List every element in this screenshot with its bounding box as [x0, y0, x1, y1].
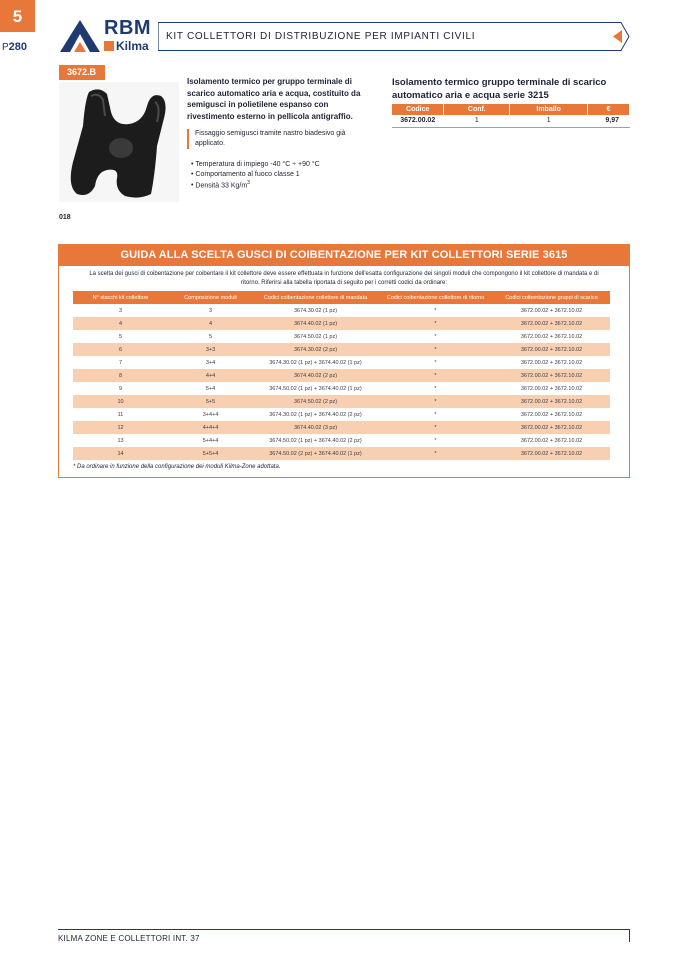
table-row [73, 421, 610, 434]
table-cell: * [378, 343, 493, 356]
table-cell: 3672.00.02 + 3672.10.02 [493, 421, 610, 434]
price-header-cell: Conf. [444, 104, 510, 115]
guide-header-row [73, 291, 610, 304]
table-cell: 3672.00.02 + 3672.10.02 [493, 447, 610, 460]
table-cell: 3672.00.02 + 3672.10.02 [520, 333, 583, 340]
guide-header-cell: Codici coibentazione gruppi di scarico [493, 291, 610, 304]
table-cell: 5 [208, 333, 213, 340]
page-prefix: P [2, 42, 9, 53]
table-cell: 5+4 [205, 385, 216, 392]
spec-item [191, 179, 320, 191]
spec-item: • Comportamento al fuoco classe 1 [191, 170, 320, 180]
kilma-mark-icon [104, 41, 114, 51]
table-cell: 3674.50.02 (1 pz) [293, 333, 338, 340]
product-code-badge: 3672.B [59, 65, 105, 80]
table-cell: 3674.30.02 (2 pz) [253, 343, 378, 356]
table-row [73, 382, 610, 395]
table-cell: 3672.00.02 + 3672.10.02 [493, 343, 610, 356]
spec-list [191, 160, 320, 191]
table-cell: 10 [73, 395, 168, 408]
table-row [73, 356, 610, 369]
table-cell: 12 [73, 421, 168, 434]
price-header-cell: Codice [392, 104, 444, 115]
table-row [73, 395, 610, 408]
guide-header-cell: Codici coibentazione collettore di ritorno [378, 291, 493, 304]
table-row [73, 304, 610, 317]
table-cell: 3672.00.02 + 3672.10.02 [493, 369, 610, 382]
product-photo [59, 82, 179, 202]
small-code: 018 [59, 214, 71, 221]
table-cell: * [378, 421, 493, 434]
guide-title: GUIDA ALLA SCELTA GUSCI DI COIBENTAZIONE PER KIT COLLETTORI SERIE 3615 [59, 245, 629, 266]
table-cell: 14 [73, 447, 168, 460]
product-note: Fissaggio semigusci tramite nastro biadesivo già applicato. [187, 129, 377, 149]
table-cell: 3674.30.02 (1 pz) + 3674.40.02 (1 pz) [269, 359, 362, 366]
brand-kilma [104, 39, 149, 53]
table-cell: 5+4+4 [202, 437, 219, 444]
table-cell: 3672.00.02 + 3672.10.02 [520, 411, 583, 418]
table-cell: 5+5+4 [168, 447, 253, 460]
table-cell: 9 [118, 385, 123, 392]
spec-density: Densità 33 Kg/m [195, 182, 248, 190]
table-cell: 4 [73, 317, 168, 330]
price-row [392, 115, 630, 127]
footer-text: KILMA ZONE E COLLETTORI INT. 37 [58, 934, 200, 943]
table-row [73, 447, 610, 460]
table-cell: 3674.50.02 (2 pz) + 3674.40.02 (1 pz) [253, 447, 378, 460]
table-cell: 3672.00.02 + 3672.10.02 [520, 385, 583, 392]
table-cell: * [434, 411, 437, 418]
table-cell: 3672.00.02 + 3672.10.02 [520, 307, 583, 314]
table-cell: 3+4 [205, 359, 216, 366]
page-number [2, 41, 27, 53]
guide-body [73, 304, 610, 460]
price-header-cell: € [588, 104, 630, 115]
price-imballo: 1 [510, 115, 588, 127]
table-row [73, 330, 610, 343]
guide-header-cell: Composizione moduli [168, 291, 253, 304]
table-cell: 3674.50.02 (2 pz) [253, 395, 378, 408]
rbm-logo-icon [58, 18, 104, 54]
price-header-row [392, 104, 630, 115]
guide-footnote: * Da ordinare in funzione della configurazione dei moduli Kilma-Zone adottata. [73, 464, 281, 470]
section-tab: 5 [0, 0, 35, 32]
table-cell: 4+4 [168, 369, 253, 382]
table-row [73, 369, 610, 382]
table-row [73, 408, 610, 421]
brand-rbm: RBM [104, 17, 152, 39]
table-cell: * [378, 395, 493, 408]
table-cell: 13 [117, 437, 124, 444]
spec-item: • Temperatura di impiego -40 °C ÷ +90 °C [191, 160, 320, 170]
table-cell: * [378, 317, 493, 330]
table-cell: 3674.30.02 (1 pz) + 3674.40.02 (2 pz) [269, 411, 362, 418]
table-cell: * [378, 447, 493, 460]
table-cell: * [434, 359, 437, 366]
table-cell: 3674.40.02 (3 pz) [253, 421, 378, 434]
table-row [73, 317, 610, 330]
table-cell: 5+5 [168, 395, 253, 408]
table-cell: 11 [117, 411, 124, 418]
table-row [73, 434, 610, 447]
table-cell: 3672.00.02 + 3672.10.02 [493, 317, 610, 330]
table-cell: 5 [118, 333, 123, 340]
price-table [392, 104, 630, 128]
table-cell: * [434, 437, 437, 444]
table-cell: 8 [73, 369, 168, 382]
guide-header-cell: Codici coibentazione collettore di mandata [253, 291, 378, 304]
table-cell: 3674.40.02 (2 pz) [253, 369, 378, 382]
table-cell: * [434, 307, 437, 314]
product-description: Isolamento termico per gruppo terminale di scarico automatico aria e acqua, costituito da semigusci in polietilene espanso con rivestimento esterno in pellicola antigraffio. [187, 77, 361, 121]
price-value: 9,97 [588, 115, 630, 127]
table-cell: 3 [118, 307, 123, 314]
table-cell: 3672.00.02 + 3672.10.02 [520, 359, 583, 366]
page-number-value: 280 [8, 41, 28, 53]
table-cell: 6 [73, 343, 168, 356]
table-cell: 3674.40.02 (1 pz) [253, 317, 378, 330]
density-exponent: 3 [247, 180, 250, 186]
table-cell: 4 [168, 317, 253, 330]
price-code: 3672.00.02 [392, 115, 444, 127]
table-cell: 3672.00.02 + 3672.10.02 [520, 437, 583, 444]
table-row [73, 343, 610, 356]
table-cell: 3+4+4 [202, 411, 219, 418]
table-cell: 3674.30.02 (1 pz) [293, 307, 338, 314]
brand-kilma-text: Kilma [116, 39, 149, 53]
guide-header-cell: N° stacchi kit collettore [73, 291, 168, 304]
price-header-cell: Imballo [510, 104, 588, 115]
table-cell: 4+4+4 [168, 421, 253, 434]
guide-intro: La scelta dei gusci di coibentazione per coibentare il kit collettore deve essere effettuata in funzione dell'esatta configurazione dei singoli moduli che compongono il kit collettore di mandata e di ritorno. Riferirsi alla tabella riportata di seguito per i corretti codici da ordinare: [89, 271, 599, 286]
table-cell: 3 [208, 307, 213, 314]
header-title: KIT COLLETTORI DI DISTRIBUZIONE PER IMPIANTI CIVILI [166, 31, 476, 42]
table-cell: 3674.50.02 (1 pz) + 3674.40.02 (2 pz) [269, 437, 362, 444]
table-cell: * [434, 385, 437, 392]
guide-table [73, 291, 610, 460]
price-title: Isolamento termico gruppo terminale di scarico automatico aria e acqua serie 3215 [392, 77, 607, 101]
table-cell: 3674.50.02 (1 pz) + 3674.40.02 (1 pz) [269, 385, 362, 392]
table-cell: * [378, 369, 493, 382]
price-conf: 1 [444, 115, 510, 127]
table-cell: 3+3 [168, 343, 253, 356]
table-cell: * [434, 333, 437, 340]
selection-guide [58, 244, 630, 478]
table-cell: 7 [118, 359, 123, 366]
table-cell: 3672.00.02 + 3672.10.02 [493, 395, 610, 408]
